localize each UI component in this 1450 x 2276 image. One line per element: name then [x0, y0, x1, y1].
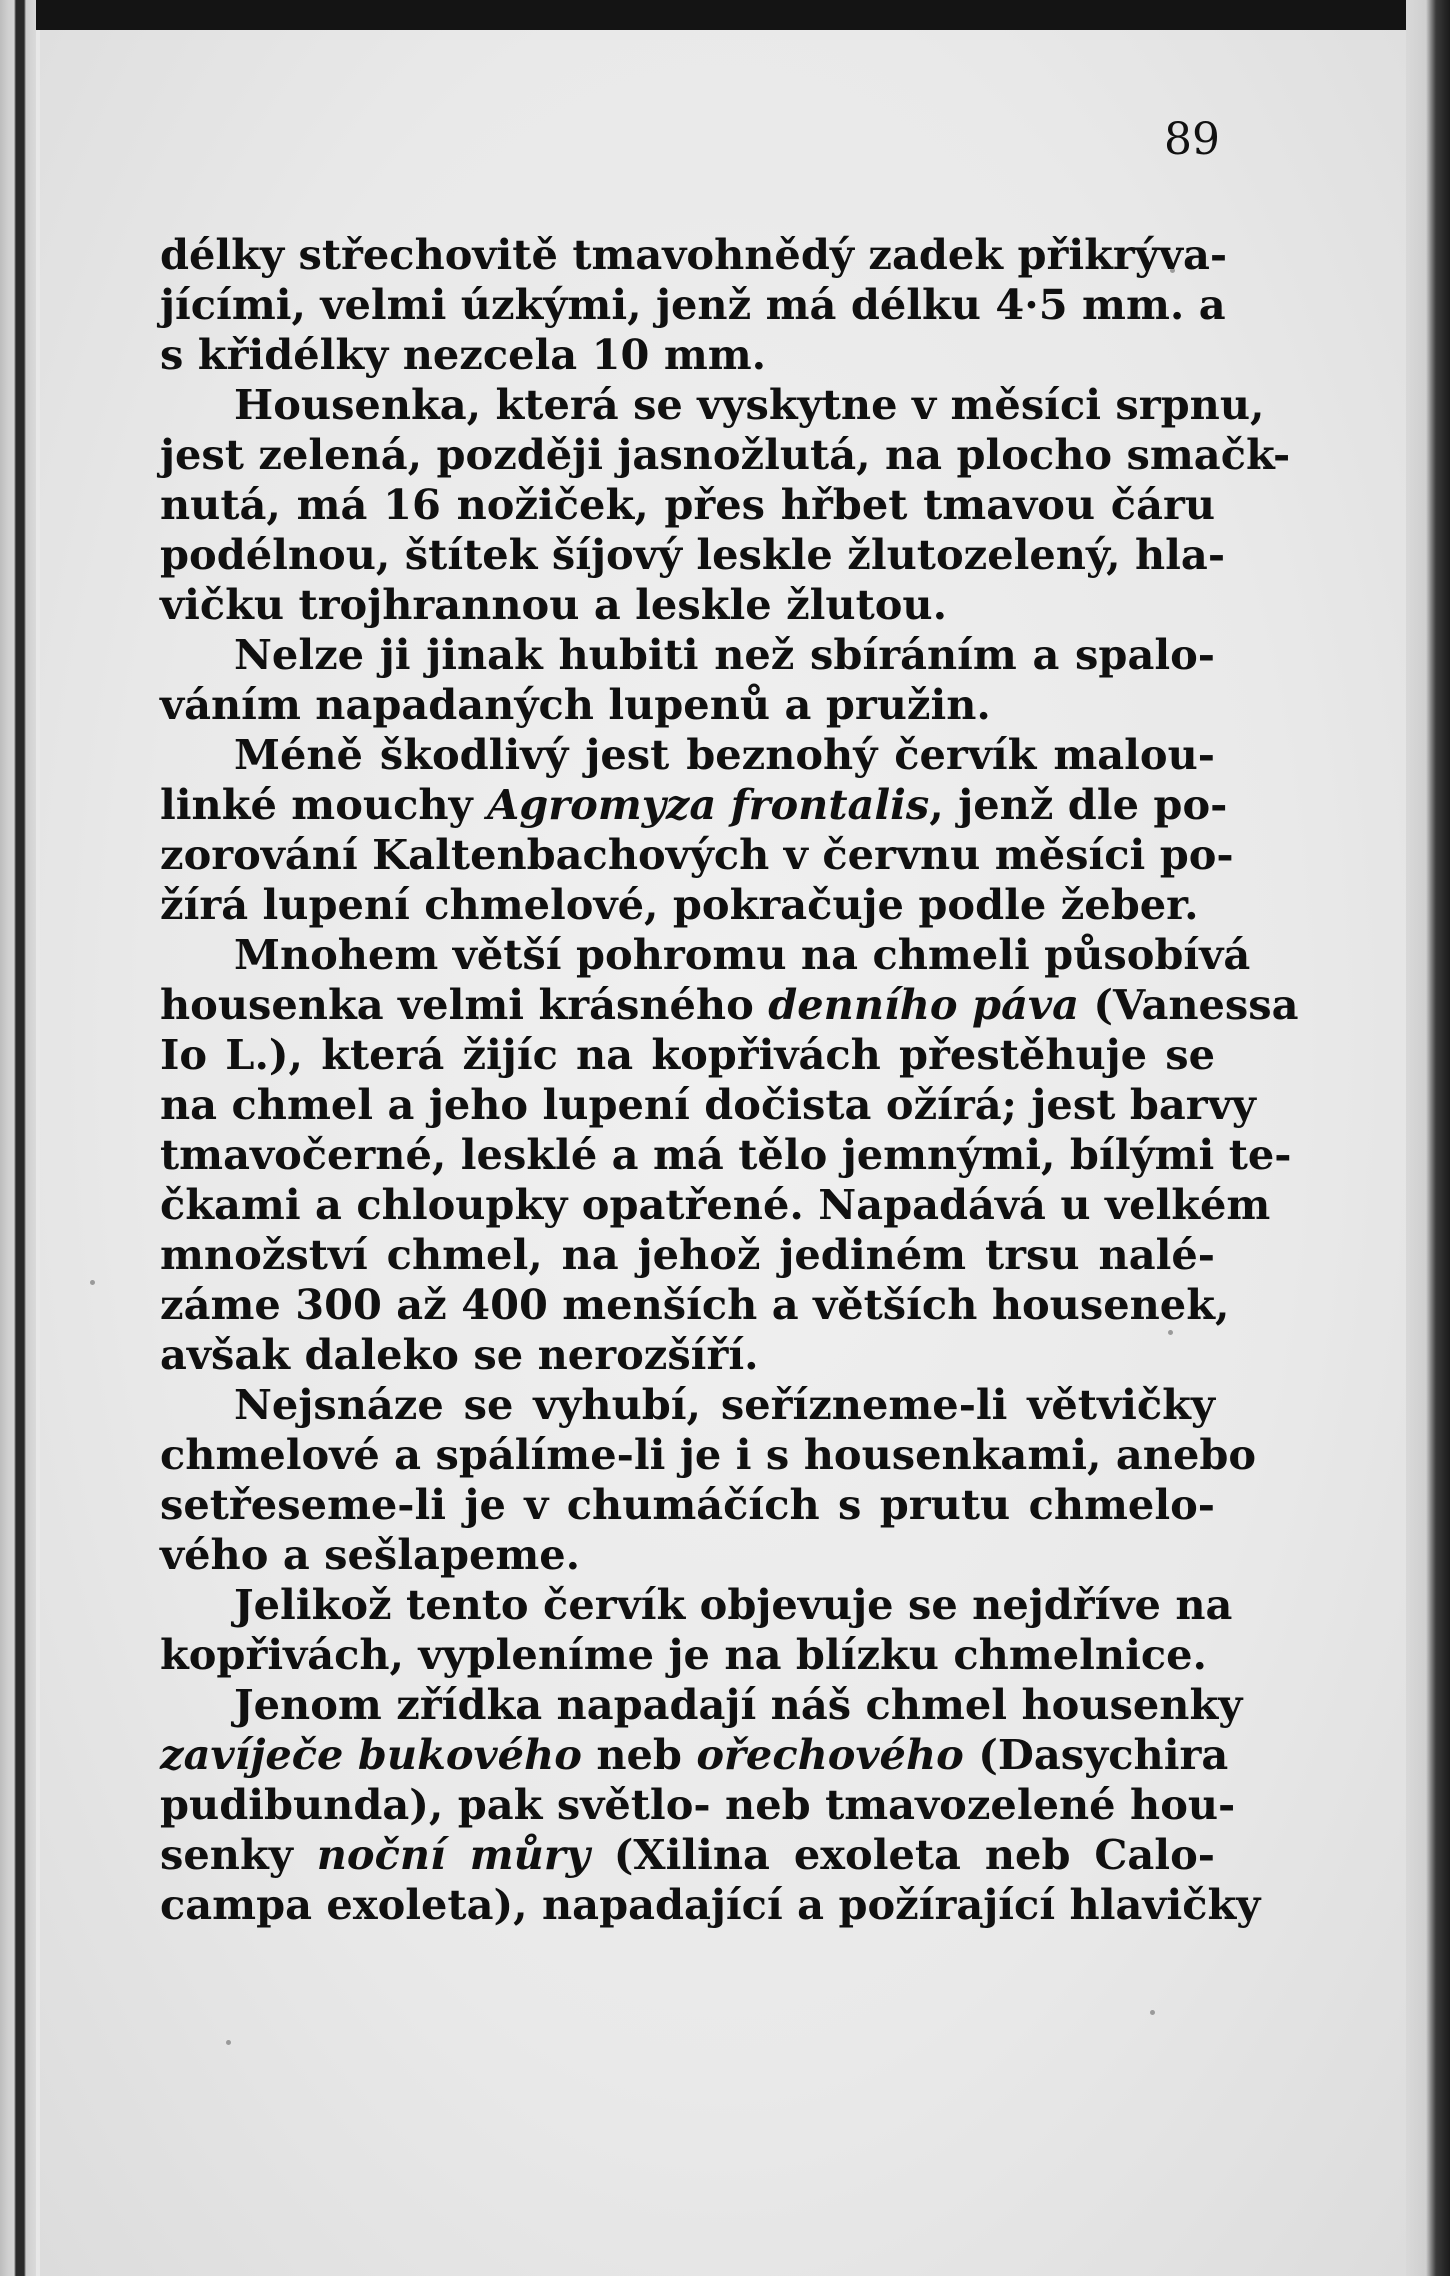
text-line: Housenka, která se vyskytne v měsíci srpnu,: [234, 380, 1265, 429]
text-line: Nelze ji jinak hubiti než sbíráním a spalo-: [234, 630, 1215, 679]
text-run: neb: [581, 1730, 697, 1779]
scan-border-right: [1406, 0, 1450, 2276]
text-line: avšak daleko se nerozšíří.: [160, 1330, 759, 1379]
scan-border-top: [0, 0, 1450, 30]
text-line: Io L.), která žijíc na kopřivách přestěhuje se: [160, 1030, 1215, 1079]
text-run: housenka velmi krásného: [160, 980, 769, 1029]
paper-speck: [226, 2040, 231, 2045]
text-line: s křidélky nezcela 10 mm.: [160, 330, 767, 379]
text-line: Jenom zřídka napadají náš chmel housenky: [234, 1680, 1243, 1729]
text-line: délky střechovitě tmavohnědý zadek přikrýva-: [160, 230, 1228, 279]
text-line: vičku trojhrannou a leskle žlutou.: [160, 580, 948, 629]
text-line: [160, 1730, 1229, 1780]
text-line: záme 300 až 400 menších a větších housenek,: [160, 1280, 1230, 1329]
text-run: senky: [160, 1830, 317, 1879]
text-line: chmelové a spálíme-li je i s housenkami, anebo: [160, 1430, 1257, 1479]
text-line: nutá, má 16 nožiček, přes hřbet tmavou čáru: [160, 480, 1215, 529]
text-line: tmavočerné, lesklé a má tělo jemnými, bílými te-: [160, 1130, 1292, 1179]
body-text: [160, 230, 1299, 1930]
text-line: kopřivách, vypleníme je na blízku chmelnice.: [160, 1630, 1207, 1679]
text-line: čkami a chloupky opatřené. Napadává u velkém: [160, 1180, 1271, 1229]
text-line: [160, 780, 1228, 830]
species-name: zavíječe bukového: [160, 1730, 582, 1779]
species-name: denního páva: [768, 980, 1079, 1029]
text-line: vého a sešlapeme.: [160, 1530, 581, 1579]
text-line: pudibunda), pak světlo- neb tmavozelené hou-: [160, 1780, 1236, 1829]
text-line: [160, 1830, 1215, 1880]
text-line: [160, 980, 1299, 1030]
page-number: 89: [1164, 114, 1220, 165]
text-line: jícími, velmi úzkými, jenž má délku 4·5 mm. a: [160, 280, 1226, 329]
text-line: Nejsnáze se vyhubí, seřízneme-li větvičky: [234, 1380, 1215, 1429]
paper-speck: [90, 1280, 95, 1285]
species-name: noční můry: [316, 1830, 590, 1879]
text-line: campa exoleta), napadající a požírající hlavičky: [160, 1880, 1261, 1929]
text-line: zorování Kaltenbachových v červnu měsíci po-: [160, 830, 1234, 879]
scan-border-left: [0, 0, 36, 2276]
species-name: ořechového: [696, 1730, 964, 1779]
text-run: linké mouchy: [160, 780, 488, 829]
text-line: Mnohem větší pohromu na chmeli působívá: [234, 930, 1251, 979]
text-line: Jelikož tento červík objevuje se nejdříve na: [234, 1580, 1233, 1629]
text-line: Méně škodlivý jest beznohý červík malou-: [234, 730, 1215, 779]
text-line: žírá lupení chmelové, pokračuje podle žeber.: [160, 880, 1199, 929]
text-line: jest zelená, později jasnožlutá, na plocho smačk-: [160, 430, 1291, 479]
text-line: setřeseme-li je v chumáčích s prutu chmelo-: [160, 1480, 1215, 1529]
text-line: podélnou, štítek šíjový leskle žlutozelený, hla-: [160, 530, 1226, 579]
text-run: (Vanessa: [1078, 980, 1299, 1029]
text-run: , jenž dle po-: [929, 780, 1228, 829]
species-name: Agromyza frontalis: [487, 780, 930, 829]
paper-speck: [1150, 2010, 1155, 2015]
text-run: (Xilina exoleta neb Calo-: [589, 1830, 1215, 1879]
text-line: na chmel a jeho lupení dočista ožírá; jest barvy: [160, 1080, 1256, 1129]
text-run: (Dasychira: [963, 1730, 1229, 1779]
text-line: množství chmel, na jehož jediném trsu nalé-: [160, 1230, 1215, 1279]
text-line: váním napadaných lupenů a pružin.: [160, 680, 991, 729]
